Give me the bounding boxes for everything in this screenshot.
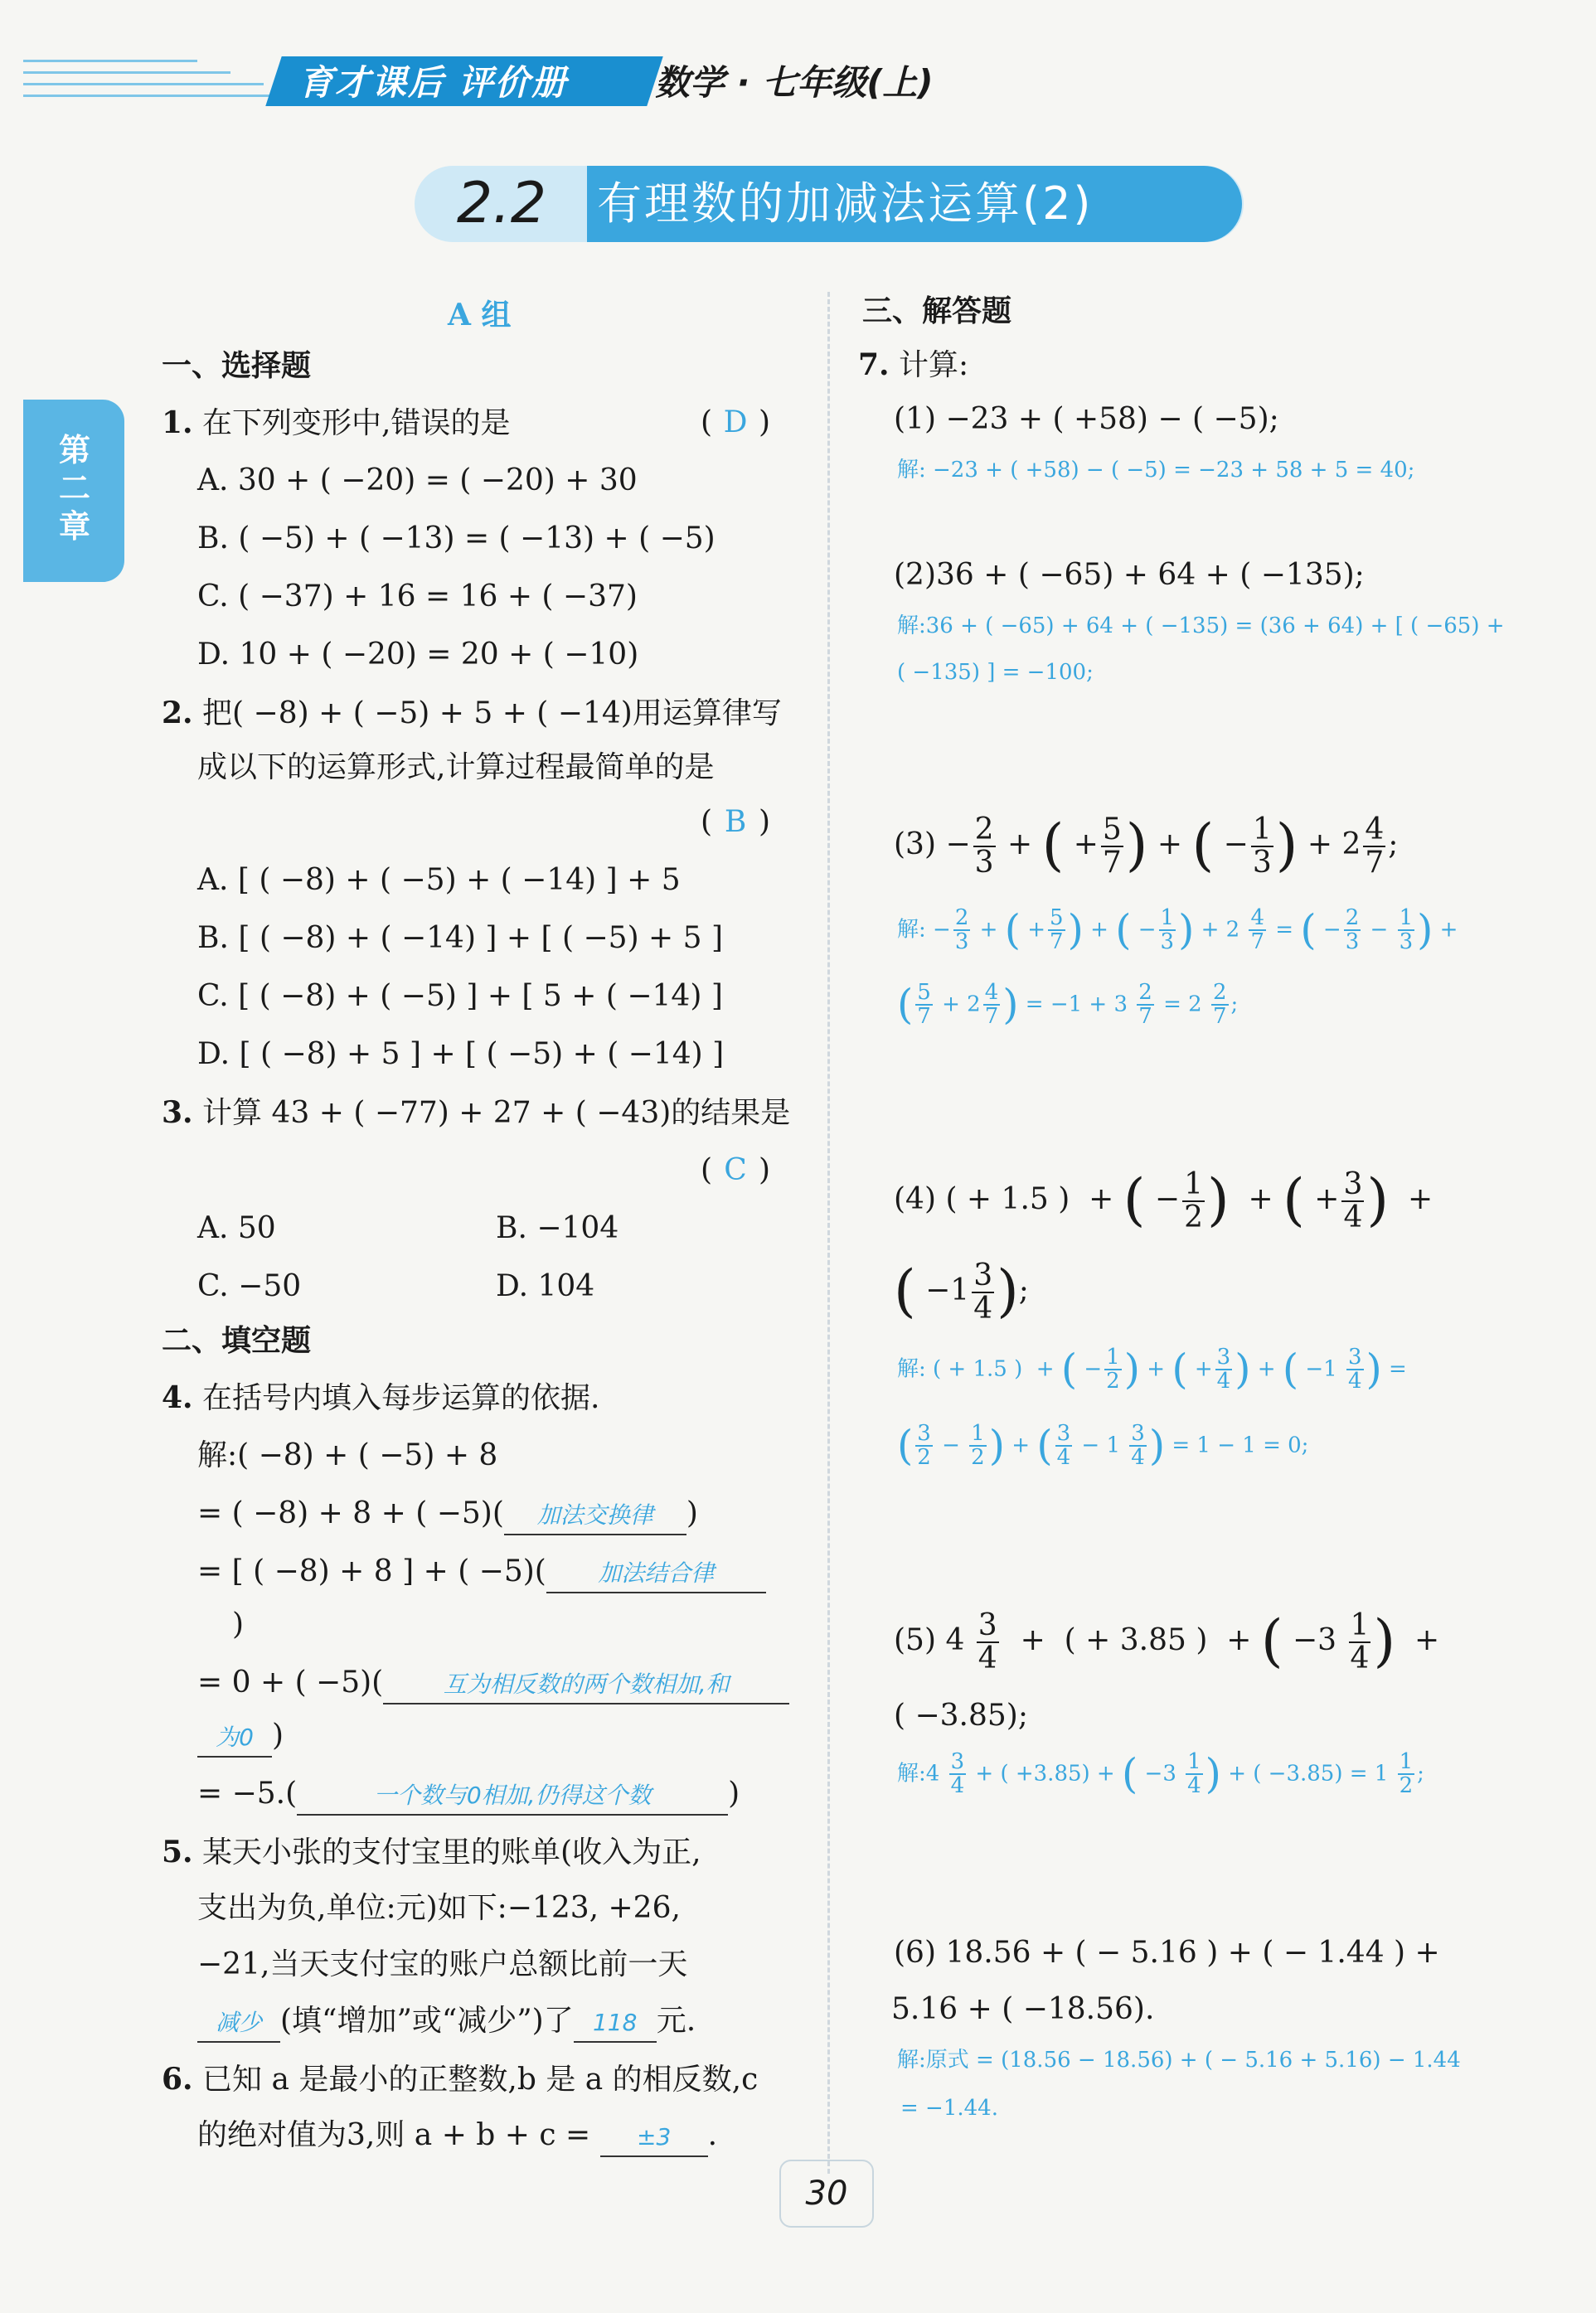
frac: $\frac{1}{3}$ [1160, 905, 1175, 955]
q1-option-c: C. ( −37) + 16 = 16 + ( −37) [197, 579, 638, 613]
q6-line1 [162, 2061, 758, 2098]
q7-solution2-line2: ( −135) ] = −100; [897, 660, 1094, 685]
q7-part5-label: (5) 4 [894, 1622, 965, 1657]
q7-text [858, 347, 968, 384]
q4-step0: 解:( −8) + ( −5) + 8 [197, 1438, 498, 1472]
q4-step3 [197, 1665, 789, 1704]
q4-close2: ) [232, 1607, 245, 1641]
heading-choice: 一、选择题 [162, 349, 312, 383]
q7-solution3-line2: ( $\frac{5}{7}$ + 2 $\frac{4}{7}$ ) = −1 + 3 $\frac{2}{7}$ = 2 $\frac{2}{7}$ ; [897, 980, 1239, 1030]
q7-stem: 计算: [899, 348, 969, 382]
q6-line2 [197, 2117, 717, 2157]
frac: $\frac{3}{4}$ [950, 1749, 965, 1799]
q7-part4-label: (4) ( + 1.5 ) [894, 1181, 1070, 1216]
frac: $\frac{4}{7}$ [1365, 812, 1385, 880]
q5-number: 5. [162, 1835, 193, 1869]
q5-blank1: 减少 [197, 2005, 280, 2043]
frac: $\frac{5}{7}$ [1102, 812, 1122, 880]
q2-answer-box: ( B ) [701, 805, 771, 839]
chapter-side-text: 第二章 [58, 432, 90, 545]
q4-step2 [197, 1554, 766, 1593]
frac: $\frac{2}{3}$ [954, 905, 969, 955]
header-stripe [23, 71, 230, 74]
frac: $\frac{2}{7}$ [1212, 980, 1227, 1030]
q2-option-b: B. [ ( −8) + ( −14) ] + [ ( −5) + 5 ] [197, 921, 724, 955]
frac: $\frac{3}{4}$ [1131, 1421, 1145, 1471]
q2-option-c: C. [ ( −8) + ( −5) ] + [ 5 + ( −14) ] [197, 979, 723, 1013]
q1-answer-box: ( D ) [701, 405, 771, 439]
frac: $\frac{1}{3}$ [1252, 812, 1272, 880]
q6-blank: ±3 [600, 2119, 708, 2157]
q4-blank1: 加法交换律 [504, 1497, 686, 1535]
q6-end: . [707, 2118, 718, 2152]
frac: $\frac{5}{7}$ [1050, 905, 1064, 955]
header-stripe [23, 83, 264, 85]
q3-answer-box: ( C ) [701, 1153, 771, 1187]
q5-line2: 支出为负,单位:元)如下:−123, +26, [197, 1891, 681, 1925]
header-banner-text: 育才课后 评价册 [298, 62, 568, 103]
q4-step3-cont [197, 1718, 284, 1758]
q4-stem: 在括号内填入每步运算的依据. [202, 1381, 600, 1415]
q1-option-d: D. 10 + ( −20) = 20 + ( −10) [197, 638, 639, 672]
q3-option-c: C. −50 [197, 1269, 302, 1303]
q5-line4 [197, 2003, 696, 2043]
column-divider [827, 292, 830, 2174]
q7-solution5: 解:4 $\frac{3}{4}$ + ( +3.85) + ( −3 $\frac{1}{4}$ ) + ( −3.85) = 1 $\frac{1}{2}$ ; [897, 1749, 1424, 1799]
q7-solution2-line1: 解:36 + ( −65) + 64 + ( −135) = (36 + 64) + [ ( −65) + [897, 613, 1505, 638]
q4-blank3-cont: 为0 [197, 1719, 272, 1758]
q5-blank2: 118 [574, 2005, 657, 2043]
q2-option-d: D. [ ( −8) + 5 ] + [ ( −5) + ( −14) ] [197, 1037, 725, 1071]
section-title: 有理数的加减法运算(2) [597, 177, 1094, 230]
q4-close4: ) [728, 1777, 740, 1811]
q2-line1 [162, 695, 782, 732]
frac: $\frac{2}{3}$ [974, 812, 994, 880]
q7-number: 7. [858, 347, 890, 382]
q7-solution4-line1: 解: ( + 1.5 ) + ( − $\frac{1}{2}$ ) + ( + $\frac{3}{4}$ ) + ( −1 $\frac{3}{4}$ ) = [897, 1345, 1407, 1394]
q4-step1 [197, 1496, 698, 1535]
q4-step4-expr: = −5.( [197, 1777, 298, 1811]
q7-part1: (1) −23 + ( +58) − ( −5); [894, 402, 1279, 436]
q3-number: 3. [162, 1095, 193, 1130]
q5-line3: −21,当天支付宝的账户总额比前一天 [197, 1947, 688, 1981]
q1-text [162, 405, 511, 442]
section-number: 2.2 [456, 171, 547, 236]
q1-stem: 在下列变形中,错误的是 [202, 406, 511, 440]
q3-option-b: B. −104 [496, 1211, 619, 1245]
q4-close3: ) [272, 1719, 284, 1753]
frac: $\frac{1}{4}$ [1350, 1608, 1370, 1675]
frac: $\frac{2}{7}$ [1138, 980, 1152, 1030]
frac: $\frac{3}{4}$ [973, 1258, 993, 1326]
frac: $\frac{3}{4}$ [1343, 1167, 1363, 1234]
frac: $\frac{4}{7}$ [984, 980, 999, 1030]
q5-line1 [162, 1834, 701, 1871]
q7-solution4-line2: ( $\frac{3}{2}$ − $\frac{1}{2}$ ) + ( $\frac{3}{4}$ − 1 $\frac{3}{4}$ ) = 1 − 1 = 0; [897, 1421, 1309, 1471]
q5-stem1: 某天小张的支付宝里的账单(收入为正, [202, 1835, 701, 1869]
q6-stem1: 已知 a 是最小的正整数,b 是 a 的相反数,c [202, 2063, 759, 2097]
q1-option-b: B. ( −5) + ( −13) = ( −13) + ( −5) [197, 521, 716, 555]
frac: $\frac{1}{2}$ [1184, 1167, 1203, 1234]
q2-answer: B [724, 805, 747, 839]
q6-stem2: 的绝对值为3,则 a + b + c = [197, 2118, 591, 2152]
frac: $\frac{3}{4}$ [1056, 1421, 1071, 1471]
q7-part3-label: (3) [894, 827, 936, 861]
q4-step1-expr: = ( −8) + 8 + ( −5)( [197, 1496, 504, 1530]
frac: $\frac{1}{2}$ [1106, 1345, 1120, 1394]
header-stripe [23, 95, 272, 97]
q4-text [162, 1380, 600, 1417]
frac: $\frac{3}{2}$ [917, 1421, 931, 1471]
q2-number: 2. [162, 696, 193, 730]
q4-blank2: 加法结合律 [546, 1555, 766, 1593]
frac: $\frac{1}{4}$ [1187, 1749, 1201, 1799]
q7-solution1: 解: −23 + ( +58) − ( −5) = −23 + 58 + 5 = 40; [897, 458, 1415, 482]
frac: $\frac{3}{4}$ [1216, 1345, 1231, 1394]
group-label: A 组 [448, 298, 512, 332]
heading-solve: 三、解答题 [862, 294, 1012, 328]
q7-part4: (4) ( + 1.5 ) + ( − $\frac{1}{2}$ ) + ( + $\frac{3}{4}$ ) + [894, 1167, 1433, 1234]
q2-option-a: A. [ ( −8) + ( −5) + ( −14) ] + 5 [197, 863, 681, 897]
q3-option-a: A. 50 [197, 1211, 276, 1245]
q3-text [162, 1094, 790, 1132]
frac: $\frac{3}{4}$ [977, 1608, 997, 1675]
q7-part2: (2)36 + ( −65) + 64 + ( −135); [894, 558, 1365, 592]
q7-part3: (3) − $\frac{2}{3}$ + ( + $\frac{5}{7}$ ) + ( − $\frac{1}{3}$ ) + 2 $\frac{4}{7}$ ; [894, 812, 1399, 880]
q3-stem: 计算 43 + ( −77) + 27 + ( −43)的结果是 [202, 1096, 791, 1130]
q4-step4 [197, 1776, 740, 1816]
q2-line2: 成以下的运算形式,计算过程最简单的是 [197, 750, 715, 784]
q4-close1: ) [686, 1496, 698, 1530]
q3-answer: C [724, 1153, 747, 1187]
frac: $\frac{4}{7}$ [1250, 905, 1265, 955]
q1-answer: D [723, 405, 748, 439]
q7-solution6-line2: = −1.44. [900, 2096, 998, 2121]
frac: $\frac{1}{3}$ [1399, 905, 1414, 955]
q6-number: 6. [162, 2062, 193, 2097]
q7-part5-cont: ( −3.85); [894, 1699, 1028, 1733]
q7-solution3-line1: 解: − $\frac{2}{3}$ + ( + $\frac{5}{7}$ ) + ( − $\frac{1}{3}$ ) + 2 $\frac{4}{7}$ = ( − $\frac{2}{3}$ − $\frac{1}{3}$ ) + [897, 905, 1458, 955]
q1-number: 1. [162, 405, 193, 440]
q1-option-a: A. 30 + ( −20) = ( −20) + 30 [197, 463, 638, 497]
q3-option-d: D. 104 [496, 1269, 595, 1303]
q4-step2-expr: = [ ( −8) + 8 ] + ( −5)( [197, 1554, 546, 1588]
frac: $\frac{1}{2}$ [971, 1421, 985, 1471]
q4-number: 4. [162, 1380, 193, 1415]
q4-step3-expr: = 0 + ( −5)( [197, 1666, 384, 1700]
q4-blank3: 互为相反数的两个数相加,和 [383, 1666, 789, 1704]
frac: $\frac{5}{7}$ [917, 980, 931, 1030]
q5-mid: (填“增加”或“减少”)了 [280, 2004, 574, 2038]
frac: $\frac{3}{4}$ [1347, 1345, 1362, 1394]
q7-part5: (5) 4 $\frac{3}{4}$ + ( + 3.85 ) + ( −3 $\frac{1}{4}$ ) + [894, 1608, 1440, 1675]
frac: $\frac{2}{3}$ [1345, 905, 1360, 955]
q5-end: 元. [656, 2004, 696, 2038]
q7-part4-cont: ( −1 $\frac{3}{4}$ ); [894, 1258, 1029, 1326]
q4-blank4: 一个数与0相加,仍得这个数 [297, 1777, 728, 1816]
q7-part6-line1: (6) 18.56 + ( − 5.16 ) + ( − 1.44 ) + [894, 1936, 1440, 1970]
header-stripe [23, 60, 197, 62]
q2-stem1: 把( −8) + ( −5) + 5 + ( −14)用运算律写 [202, 696, 782, 730]
header-subject: 数学 · 七年级(上) [655, 62, 934, 103]
page-number: 30 [779, 2160, 874, 2228]
heading-fill: 二、填空题 [162, 1324, 312, 1358]
q7-solution6-line1: 解:原式 = (18.56 − 18.56) + ( − 5.16 + 5.16) − 1.44 [897, 2048, 1461, 2073]
frac: $\frac{1}{2}$ [1399, 1749, 1414, 1799]
q7-part6-line2: 5.16 + ( −18.56). [891, 1992, 1155, 2026]
